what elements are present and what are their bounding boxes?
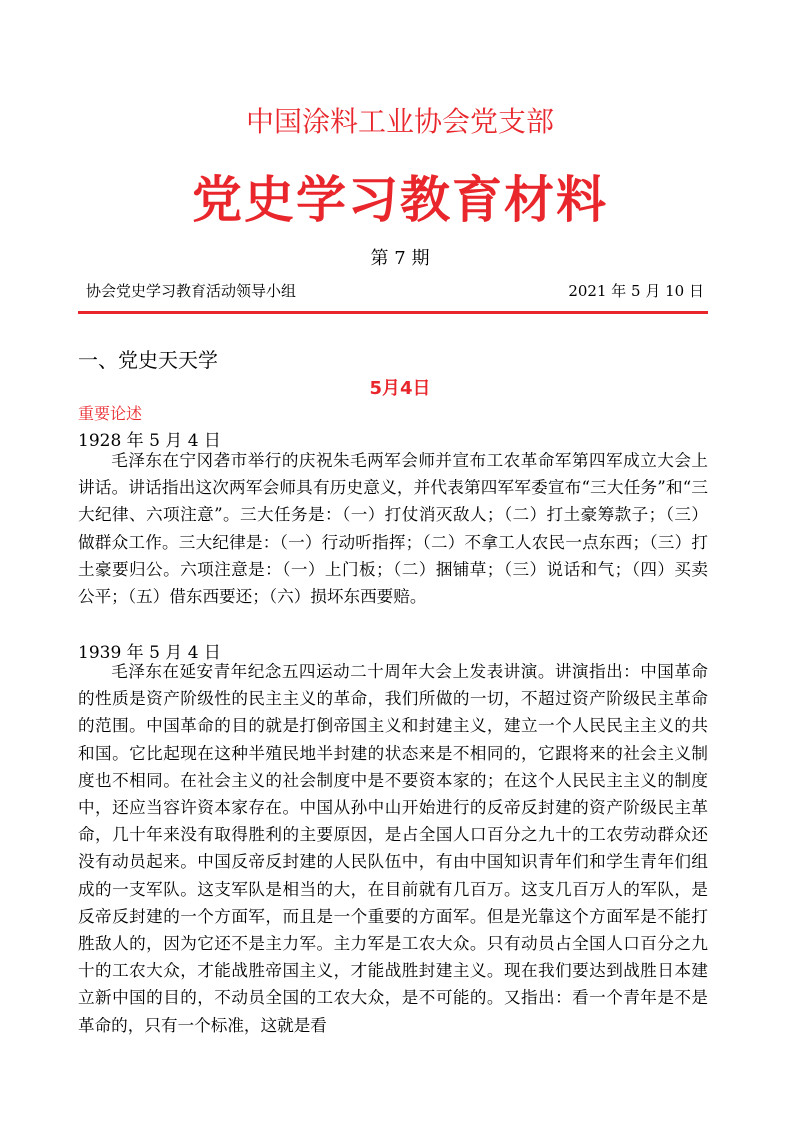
entry-date: 1928 年 5 月 4 日	[78, 431, 221, 451]
day-heading: 5月4日	[369, 378, 431, 399]
issue-date: 2021 年 5 月 10 日	[568, 282, 704, 300]
issuer: 协会党史学习教育活动领导小组	[86, 282, 297, 300]
category-label: 重要论述	[78, 404, 143, 423]
organization-name: 中国涂料工业协会党支部	[245, 105, 554, 138]
entry-date: 1939 年 5 月 4 日	[78, 643, 221, 663]
section-heading: 一、党史天天学	[78, 348, 218, 372]
entry-paragraph: 毛泽东在延安青年纪念五四运动二十周年大会上发表讲演。讲演指出：中国革命的性质是资产阶级性的民主主义的革命，我们所做的一切，不超过资产阶级民主革命的范围。中国革命的目的就是打倒帝国主义和封建主义，建立一个人民民主主义的共和国。它比起现在这种半殖民地半封建的状态来是不相同的，它跟将来的社会主义制度也不相同。在社会主义的社会制度中是不要资本家的；在这个人民民主主义的制度中，还应当容许资本家存在。中国从孙中山开始进行的反帝反封建的资产阶级民主革命，几十年来没有取得胜利的主要原因，是占全国人口百分之九十的工农劳动群众还没有动员起来。中国反帝反封建的人民队伍中，有由中国知识青年们和学生青年们组成的一支军队。这支军队是相当的大，在目前就有几百万。这支几百万人的军队，是反帝反封建的一个方面军，而且是一个重要的方面军。但是光靠这个方面军是不能打胜敌人的，因为它还不是主力军。主力军是工农大众。只有动员占全国人口百分之九十的工农大众，才能战胜帝国主义，才能战胜封建主义。现在我们要达到战胜日本建立新中国的目的，不动员全国的工农大众，是不可能的。又指出：看一个青年是不是革命的，只有一个标准，这就是看	[78, 662, 708, 1035]
issue-number: 第 7 期	[370, 248, 430, 269]
document-title: 党史学习教育材料	[192, 171, 608, 229]
entry-paragraph: 毛泽东在宁冈砻市举行的庆祝朱毛两军会师并宣布工农革命军第四军成立大会上讲话。讲话指出这次两军会师具有历史意义，并代表第四军军委宣布“三大任务”和“三大纪律、六项注意”。三大任务是：（一）打仗消灭敌人；（二）打土豪筹款子；（三）做群众工作。三大纪律是：（一）行动听指挥；（二）不拿工人农民一点东西；（三）打土豪要归公。六项注意是：（一）上门板；（二）捆铺草；（三）说话和气；（四）买卖公平；（五）借东西要还；（六）损坏东西要赔。	[78, 451, 708, 607]
header-divider	[78, 311, 708, 314]
